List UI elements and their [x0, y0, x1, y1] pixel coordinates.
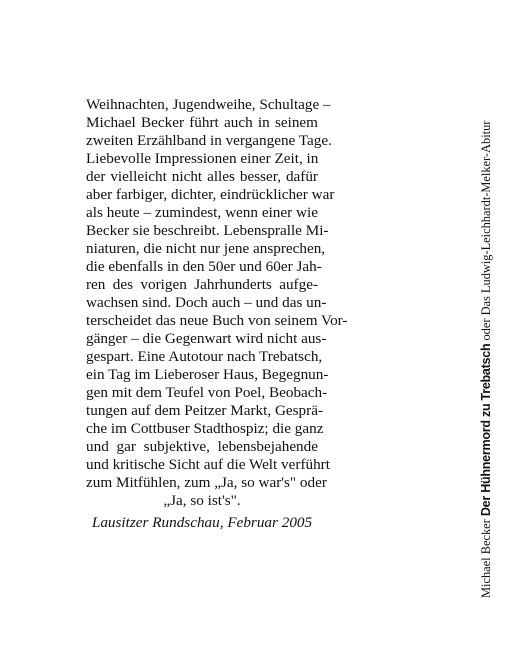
- spine-title: Der Hühnermord zu Trebatsch: [479, 343, 493, 517]
- blurb-line: che im Cottbuser Stadthospiz; die ganz: [86, 420, 324, 437]
- blurb-line: der vielleicht nicht alles besser, dafür: [86, 168, 318, 185]
- blurb-line: Michael Becker führt auch in seinem: [86, 114, 318, 131]
- blurb-line: Liebevolle Impressionen einer Zeit, in: [86, 150, 319, 167]
- blurb-line: gen mit dem Teufel von Poel, Beobach-: [86, 384, 328, 401]
- blurb-line: als heute – zumindest, wenn einer wie: [86, 204, 318, 221]
- blurb-line: niaturen, die nicht nur jene ansprechen,: [86, 240, 326, 257]
- blurb-line: Becker sie beschreibt. Lebenspralle Mi-: [86, 222, 329, 239]
- review-source: Lausitzer Rundschau, Februar 2005: [91, 514, 313, 531]
- blurb-line: „Ja, so ist's".: [163, 492, 241, 509]
- spine-author: Michael Becker: [479, 519, 493, 598]
- blurb-text: [86, 96, 348, 510]
- spine-text: [478, 121, 494, 598]
- spine-subtitle: oder Das Ludwig-Leichhardt-Melker-Abitur: [479, 120, 493, 341]
- blurb-line: gespart. Eine Autotour nach Trebatsch,: [86, 348, 323, 365]
- blurb-line: und gar subjektive, lebensbejahende: [86, 438, 318, 455]
- blurb-line: die ebenfalls in den 50er und 60er Jah-: [86, 258, 322, 275]
- blurb-line: ren des vorigen Jahrhunderts aufge-: [86, 276, 318, 293]
- blurb-line: gänger – die Gegenwart wird nicht aus-: [86, 330, 327, 347]
- blurb-line: tungen auf dem Peitzer Markt, Gesprä-: [86, 402, 324, 419]
- blurb-line: ein Tag im Lieberoser Haus, Begegnun-: [86, 366, 329, 383]
- blurb-line: Weihnachten, Jugendweihe, Schultage –: [86, 96, 331, 113]
- blurb-line: terscheidet das neue Buch von seinem Vor-: [86, 312, 348, 329]
- blurb-line: aber farbiger, dichter, eindrücklicher war: [86, 186, 335, 203]
- blurb-line: zum Mitfühlen, zum „Ja, so war's" oder: [86, 474, 327, 491]
- blurb-line: wachsen sind. Doch auch – und das un-: [86, 294, 327, 311]
- blurb-line: zweiten Erzählband in vergangene Tage.: [86, 132, 332, 149]
- blurb-line: und kritische Sicht auf die Welt verführt: [86, 456, 330, 473]
